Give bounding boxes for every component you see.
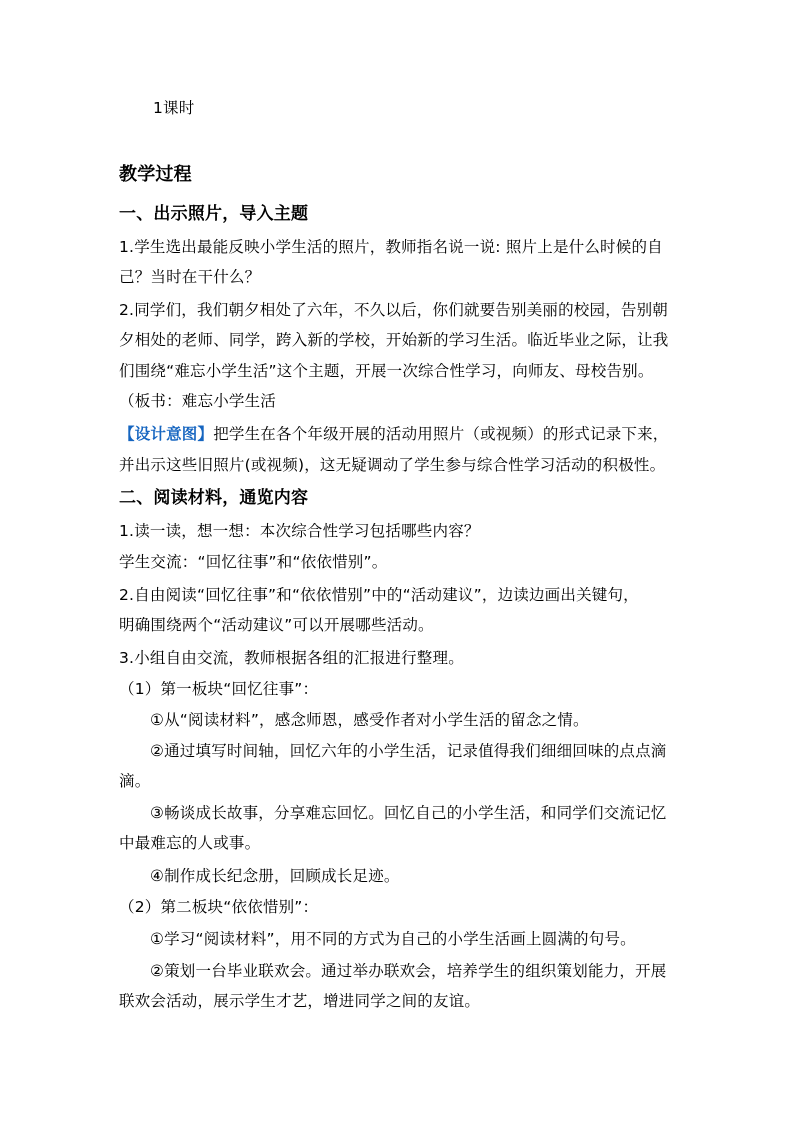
design-intent-label: 【设计意图】 [119,425,214,443]
list-item: ①学习“阅读材料”，用不同的方式为自己的小学生活画上圆满的句号。 [150,930,636,948]
paragraph-line: 并出示这些旧照片(或视频)，这无疑调动了学生参与综合性学习活动的积极性。 [119,456,666,474]
paragraph-line: 夕相处的老师、同学，跨入新的学校，开始新的学习生活。临近毕业之际，让我 [119,331,669,349]
paragraph-line: 3.小组自由交流，教师根据各组的汇报进行整理。 [119,649,464,667]
paragraph-line: 明确围绕两个“活动建议”可以开展哪些活动。 [119,616,434,634]
list-item: ③畅谈成长故事，分享难忘回忆。回忆自己的小学生活，和同学们交流记忆 [150,804,667,822]
part1-heading: 一、出示照片，导入主题 [119,204,309,224]
list-item-continuation: 滴。 [119,772,151,790]
paragraph-line: 1.读一读，想一想：本次综合性学习包括哪些内容？ [119,522,480,540]
paragraph-line: 己？当时在干什么？ [119,268,261,286]
list-item-continuation: 联欢会活动，展示学生才艺，增进同学之间的友谊。 [119,992,481,1010]
list-item: ④制作成长纪念册，回顾成长足迹。 [150,867,400,885]
list-item: ②通过填写时间轴，回忆六年的小学生活，记录值得我们细细回味的点点滴 [150,742,667,760]
paragraph-line: 2.同学们，我们朝夕相处了六年，不久以后，你们就要告别美丽的校园，告别朝 [119,301,668,319]
list-item: ②策划一台毕业联欢会。通过举办联欢会，培养学生的组织策划能力，开展 [150,962,667,980]
lesson-time: 1课时 [153,99,195,117]
section-title: 教学过程 [119,164,192,185]
design-intent-text: 把学生在各个年级开展的活动用照片（或视频）的形式记录下来， [213,425,669,443]
design-intent-line [119,424,685,444]
paragraph-line: 1.学生选出最能反映小学生活的照片，教师指名说一说: 照片上是什么时候的自 [119,238,663,256]
list-item-continuation: 中最难忘的人或事。 [119,834,261,852]
list-item: ①从“阅读材料”，感念师恩，感受作者对小学生活的留念之情。 [150,711,589,729]
block1-title: （1）第一板块“回忆往事”： [119,680,319,698]
paragraph-line: 们围绕“难忘小学生活”这个主题，开展一次综合性学习，向师友、母校告别。 [119,362,654,380]
paragraph-line: 2.自由阅读“回忆往事”和“依依惜别”中的“活动建议”，边读边画出关键句， [119,586,639,604]
part2-heading: 二、阅读材料，通览内容 [119,488,309,508]
paragraph-line: 学生交流：“回忆往事”和“依依惜别”。 [119,553,388,571]
block2-title: （2）第二板块“依依惜别”： [119,898,319,916]
paragraph-line: （板书：难忘小学生活 [119,392,277,410]
